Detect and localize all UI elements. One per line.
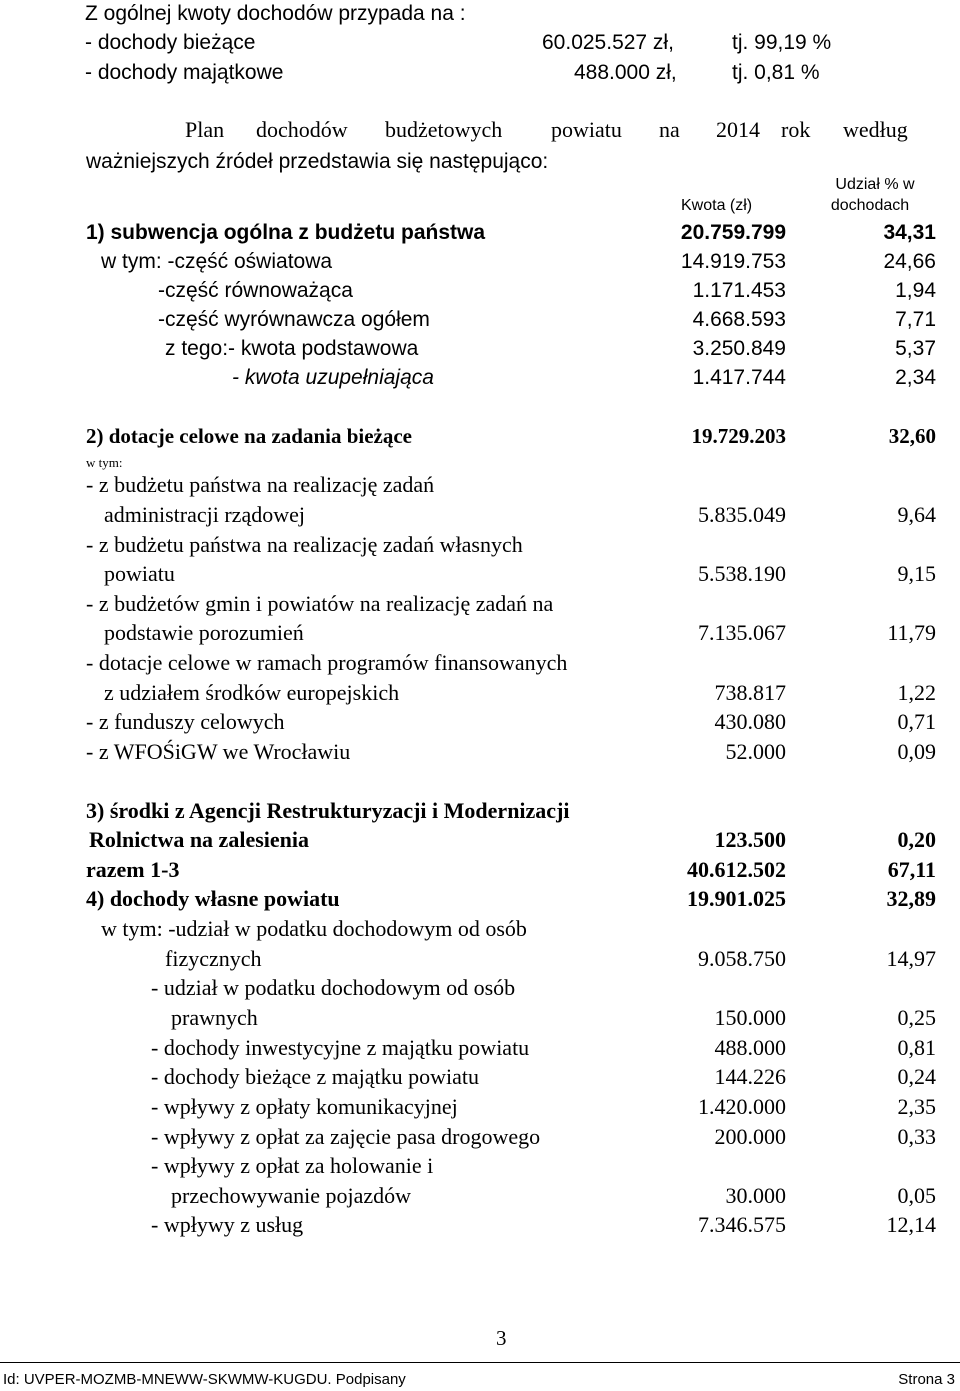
section1-row-share: 7,71 [895,308,936,331]
header-share-line2: dochodach [830,197,910,214]
section4-row-amount: 9.058.750 [698,946,786,971]
section4-title: 4) dochody własne powiatu [86,886,340,911]
section4-row-share: 2,35 [897,1094,936,1119]
plan-word: budżetowych [385,117,503,142]
section1-row-share: 1,94 [895,279,936,302]
section2-row-line1: - z budżetów gmin i powiatów na realizację zadań na [86,591,554,616]
section2-wtym: w tym: [86,455,123,470]
section2-row-line2: administracji rządowej [104,502,305,527]
section2-single-share: 0,09 [897,739,936,764]
intro-row-label: - dochody majątkowe [85,61,284,84]
plan-word: powiatu [551,117,622,142]
section4-holowanie-line2: przechowywanie pojazdów [171,1183,412,1208]
section2-row-share: 1,22 [897,680,936,705]
plan-line2: ważniejszych źródeł przedstawia się następująco: [86,150,549,173]
section1-row-amount: 1.417.744 [692,366,786,389]
intro-row-share: tj. 0,81 % [732,61,820,84]
plan-word: według [843,117,908,142]
section3-amount: 123.500 [714,827,786,852]
section4-share: 32,89 [886,886,936,911]
section4-row-line1: - udział w podatku dochodowym od osób [151,975,516,1000]
section1-row-share: 2,34 [895,366,936,389]
section2-row-amount: 738.817 [714,680,786,705]
section3-line1: 3) środki z Agencji Restrukturyzacji i Modernizacji [86,798,570,823]
section4-row-amount: 488.000 [714,1035,786,1060]
intro-heading: Z ogólnej kwoty dochodów przypada na : [85,2,466,25]
section1-amount: 20.759.799 [680,221,786,244]
section2-single-amount: 52.000 [725,739,786,764]
section3-share: 0,20 [897,827,936,852]
section1-row-share: 24,66 [883,250,936,273]
section2-row-amount: 7.135.067 [698,620,786,645]
section4-row-line2: fizycznych [165,946,262,971]
total-label: razem 1-3 [86,857,180,882]
section2-title: 2) dotacje celowe na zadania bieżące [86,424,413,448]
total-share: 67,11 [887,857,936,882]
section2-share: 32,60 [888,424,936,448]
intro-row-amount: 60.025.527 zł, [542,31,674,54]
section4-row-label: - wpływy z opłaty komunikacyjnej [151,1094,458,1119]
header-amount: Kwota (zł) [681,197,753,214]
footer-page: Strona 3 [898,1371,955,1388]
section1-row-label: z tego:- kwota podstawowa [165,337,419,360]
section1-row-label: - kwota uzupełniająca [232,366,434,389]
section1-row-amount: 1.171.453 [692,279,786,302]
section4-row-amount: 1.420.000 [698,1094,786,1119]
section4-row-label: - dochody bieżące z majątku powiatu [151,1064,480,1089]
section3-line2: Rolnictwa na zalesienia [89,827,309,852]
section4-row-share: 0,24 [897,1064,936,1089]
section4-row-share: 0,81 [897,1035,936,1060]
section4-last-share: 12,14 [886,1212,936,1237]
section4-amount: 19.901.025 [687,886,786,911]
section2-single-label: - z funduszy celowych [86,709,285,734]
section2-row-line2: powiatu [104,561,175,586]
section2-single-amount: 430.080 [714,709,786,734]
section4-row-amount: 150.000 [714,1005,786,1030]
plan-word: na [659,117,680,142]
section2-row-line1: - dotacje celowe w ramach programów finansowanych [86,650,568,675]
plan-word: dochodów [256,117,348,142]
section4-row-share: 0,25 [897,1005,936,1030]
section1-row-amount: 3.250.849 [692,337,786,360]
intro-row-label: - dochody bieżące [85,31,256,54]
section2-row-line1: - z budżetu państwa na realizację zadań [86,472,435,497]
section4-row-label: - dochody inwestycyjne z majątku powiatu [151,1035,530,1060]
section2-single-share: 0,71 [897,709,936,734]
section2-row-amount: 5.538.190 [698,561,786,586]
section4-row-amount: 144.226 [714,1064,786,1089]
section4-row-line1: w tym: -udział w podatku dochodowym od osób [101,916,527,941]
section1-row-amount: 4.668.593 [692,308,786,331]
section1-row-label: -część wyrównawcza ogółem [158,308,430,331]
footer-id: Id: UVPER-MOZMB-MNEWW-SKWMW-KUGDU. Podpisany [3,1371,406,1388]
section2-row-line2: podstawie porozumień [104,620,304,645]
section1-row-share: 5,37 [895,337,936,360]
header-share: Udział % w [835,176,915,193]
section4-holowanie-amount: 30.000 [725,1183,786,1208]
section2-row-amount: 5.835.049 [698,502,786,527]
section1-share: 34,31 [883,221,936,244]
section1-title: 1) subwencja ogólna z budżetu państwa [86,221,486,244]
section4-row-label: - wpływy z opłat za zajęcie pasa drogowego [151,1124,541,1149]
section2-amount: 19.729.203 [691,424,786,448]
section4-holowanie-share: 0,05 [897,1183,936,1208]
section4-row-amount: 200.000 [714,1124,786,1149]
section4-holowanie-line1: - wpływy z opłat za holowanie i [151,1153,434,1178]
section1-row-amount: 14.919.753 [680,250,786,273]
plan-word: Plan [185,117,225,142]
total-amount: 40.612.502 [687,857,786,882]
intro-row-share: tj. 99,19 % [732,31,832,54]
section2-row-line2: z udziałem środków europejskich [104,680,400,705]
section4-last-amount: 7.346.575 [698,1212,786,1237]
section4-row-share: 0,33 [897,1124,936,1149]
section2-row-line1: - z budżetu państwa na realizację zadań własnych [86,532,523,557]
section4-last-label: - wpływy z usług [151,1212,304,1237]
section4-row-share: 14,97 [886,946,936,971]
plan-word: rok [781,117,811,142]
section2-single-label: - z WFOŚiGW we Wrocławiu [86,739,351,764]
section1-row-label: -część równoważąca [158,279,353,302]
footer-divider [0,1362,960,1363]
section2-row-share: 9,64 [897,502,936,527]
section4-row-line2: prawnych [171,1005,258,1030]
page-number: 3 [496,1326,507,1350]
section2-row-share: 11,79 [887,620,936,645]
plan-word: 2014 [716,117,760,142]
section1-row-label: w tym: -część oświatowa [101,250,333,273]
section2-row-share: 9,15 [897,561,936,586]
intro-row-amount: 488.000 zł, [574,61,677,84]
